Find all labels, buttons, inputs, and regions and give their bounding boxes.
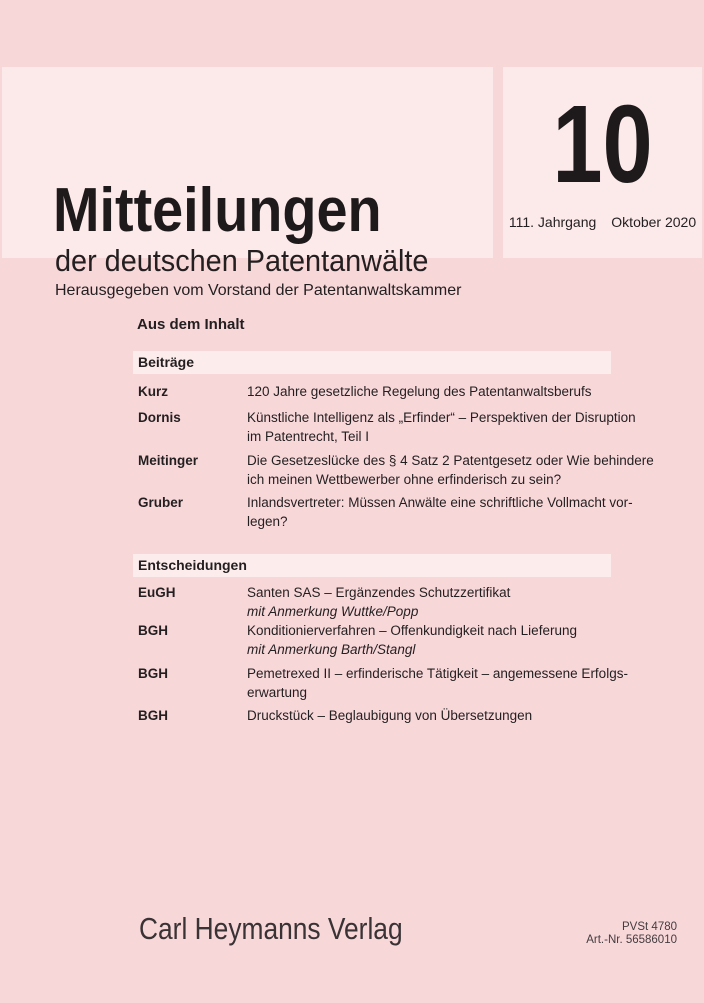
toc-entry-author: Dornis [138, 410, 181, 425]
toc-entry-author: BGH [138, 623, 168, 638]
journal-subtitle: der deutschen Patentanwälte [55, 243, 429, 278]
toc-entry-author: Meitinger [138, 453, 199, 468]
toc-entry [138, 706, 532, 725]
volume-label: 111. Jahrgang [508, 214, 597, 230]
toc-entry-note: mit Anmerkung Wuttke/Popp [247, 604, 419, 619]
issue-date: Oktober 2020 [611, 214, 697, 230]
toc-heading: Aus dem Inhalt [137, 316, 245, 333]
footer-codes [586, 921, 677, 947]
toc-entry-title: Santen SAS – Ergänzendes Schutzzertifikat [247, 585, 511, 600]
journal-title: Mitteilungen [53, 176, 382, 245]
section-band-entscheidungen: Entscheidungen [133, 554, 611, 577]
toc-entry [138, 583, 510, 621]
issue-number: 10 [552, 83, 653, 206]
toc-entry-title: Die Gesetzeslücke des § 4 Satz 2 Patentgesetz oder Wie behindere ich meinen Wettbewerber ohne erfinderisch zu sein? [247, 453, 654, 487]
toc-entry-title: Druckstück – Beglaubigung von Übersetzungen [247, 708, 533, 723]
toc-entry [138, 382, 591, 401]
toc-entry [138, 621, 577, 659]
toc-entry-title: 120 Jahre gesetzliche Regelung des Patentanwaltsberufs [247, 384, 592, 399]
toc-entry-title: Künstliche Intelligenz als „Erfinder“ – Perspektiven der Disruption im Patentrecht, Teil I [247, 410, 636, 444]
footer-publisher-name: Carl Heymanns Verlag [139, 911, 403, 946]
issue-panel [503, 67, 702, 258]
toc-entry [138, 408, 636, 446]
toc-entry-author: BGH [138, 708, 168, 723]
publisher-line: Herausgegeben vom Vorstand der Patentanwaltskammer [55, 282, 462, 299]
toc-entry-author: Gruber [138, 495, 184, 510]
postal-distribution-code: PVSt 4780 [622, 921, 677, 933]
section-band-beitraege: Beiträge [133, 351, 611, 374]
toc-entry-title: Konditionierverfahren – Offenkundigkeit nach Lieferung [247, 623, 577, 638]
toc-entry [138, 664, 628, 702]
toc-entry [138, 451, 654, 489]
issue-meta [503, 215, 702, 229]
toc-entry-note: mit Anmerkung Barth/Stangl [247, 642, 416, 657]
masthead-panel [2, 67, 493, 299]
toc-entry-title: Inlandsvertreter: Müssen Anwälte eine schriftliche Vollmacht vor- legen? [247, 495, 633, 529]
toc-entry-author: BGH [138, 666, 168, 681]
article-number: Art.-Nr. 56586010 [586, 934, 677, 946]
toc-entry-author: EuGH [138, 585, 176, 600]
toc-entry-title: Pemetrexed II – erfinderische Tätigkeit – angemessene Erfolgs- erwartung [247, 666, 628, 700]
toc-entry [138, 493, 633, 531]
toc-entry-author: Kurz [138, 384, 168, 399]
